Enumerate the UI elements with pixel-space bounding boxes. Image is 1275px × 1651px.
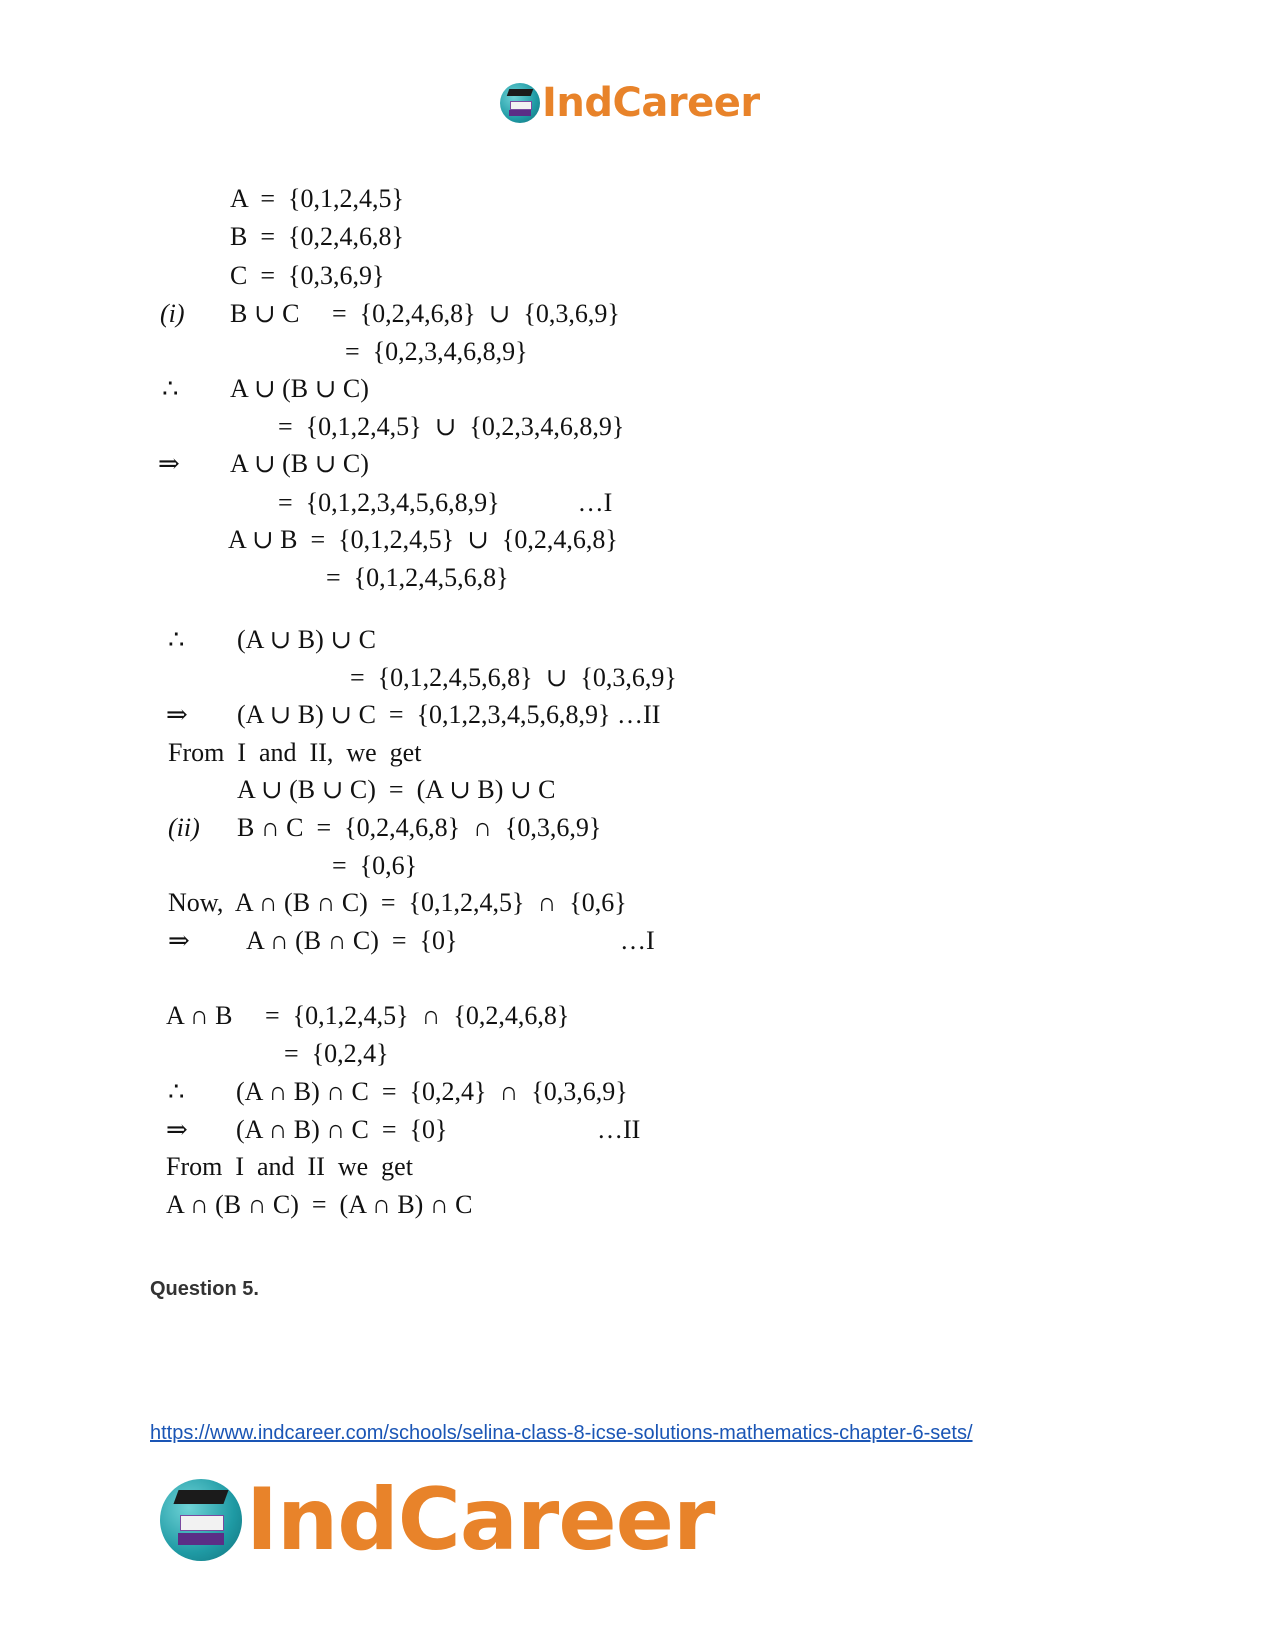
solution-line-16: A ∪ (B ∪ C) = (A ∪ B) ∪ C bbox=[237, 775, 556, 804]
therefore-symbol: ∴ bbox=[162, 374, 179, 403]
solution-line-12: (A ∪ B) ∪ C bbox=[237, 625, 376, 654]
solution-line-1: A = {0,1,2,4,5} bbox=[230, 184, 404, 213]
header-logo-text: IndCareer bbox=[542, 80, 760, 126]
implies-symbol: ⇒ bbox=[158, 449, 180, 478]
solution-line-18: = {0,6} bbox=[332, 851, 418, 880]
footer-logo-text: IndCareer bbox=[246, 1470, 715, 1570]
implies-symbol: ⇒ bbox=[166, 1115, 188, 1144]
solution-line-22: = {0,2,4} bbox=[284, 1039, 389, 1068]
part-label-i: (i) bbox=[160, 299, 185, 328]
solution-line-23: (A ∩ B) ∩ C = {0,2,4} ∩ {0,3,6,9} bbox=[236, 1077, 628, 1106]
solution-line-19: Now, A ∩ (B ∩ C) = {0,1,2,4,5} ∩ {0,6} bbox=[168, 888, 627, 917]
graduation-cap-icon bbox=[160, 1479, 242, 1561]
solution-line-15: From I and II, we get bbox=[168, 738, 422, 767]
footer-logo bbox=[160, 1470, 714, 1570]
solution-line-8: A ∪ (B ∪ C) bbox=[230, 449, 369, 478]
solution-line-5: = {0,2,3,4,6,8,9} bbox=[345, 337, 528, 366]
solution-line-4: B ∪ C = {0,2,4,6,8} ∪ {0,3,6,9} bbox=[230, 299, 620, 328]
solution-line-20: A ∩ (B ∩ C) = {0} …I bbox=[246, 926, 655, 955]
implies-symbol: ⇒ bbox=[166, 700, 188, 729]
solution-line-26: A ∩ (B ∩ C) = (A ∩ B) ∩ C bbox=[166, 1190, 473, 1219]
therefore-symbol: ∴ bbox=[168, 1077, 185, 1106]
graduation-cap-icon bbox=[500, 83, 540, 123]
solution-line-7: = {0,1,2,4,5} ∪ {0,2,3,4,6,8,9} bbox=[278, 412, 625, 441]
source-url-link[interactable]: https://www.indcareer.com/schools/selina-class-8-icse-solutions-mathematics-chapter-6-sets/ bbox=[150, 1422, 973, 1444]
solution-line-11: = {0,1,2,4,5,6,8} bbox=[326, 563, 509, 592]
solution-line-2: B = {0,2,4,6,8} bbox=[230, 222, 404, 251]
question-heading: Question 5. bbox=[150, 1278, 259, 1300]
implies-symbol: ⇒ bbox=[168, 926, 190, 955]
solution-line-6: A ∪ (B ∪ C) bbox=[230, 374, 369, 403]
header-logo bbox=[500, 80, 760, 126]
solution-line-10: A ∪ B = {0,1,2,4,5} ∪ {0,2,4,6,8} bbox=[228, 525, 618, 554]
solution-line-17: B ∩ C = {0,2,4,6,8} ∩ {0,3,6,9} bbox=[237, 813, 602, 842]
solution-line-9: = {0,1,2,3,4,5,6,8,9} …I bbox=[278, 488, 613, 517]
solution-line-21: A ∩ B = {0,1,2,4,5} ∩ {0,2,4,6,8} bbox=[166, 1001, 570, 1030]
solution-line-13: = {0,1,2,4,5,6,8} ∪ {0,3,6,9} bbox=[350, 663, 677, 692]
therefore-symbol: ∴ bbox=[168, 625, 185, 654]
solution-line-14: (A ∪ B) ∪ C = {0,1,2,3,4,5,6,8,9} …II bbox=[237, 700, 661, 729]
solution-line-24: (A ∩ B) ∩ C = {0} …II bbox=[236, 1115, 641, 1144]
solution-line-3: C = {0,3,6,9} bbox=[230, 261, 385, 290]
part-label-ii: (ii) bbox=[168, 813, 200, 842]
solution-line-25: From I and II we get bbox=[166, 1152, 413, 1181]
